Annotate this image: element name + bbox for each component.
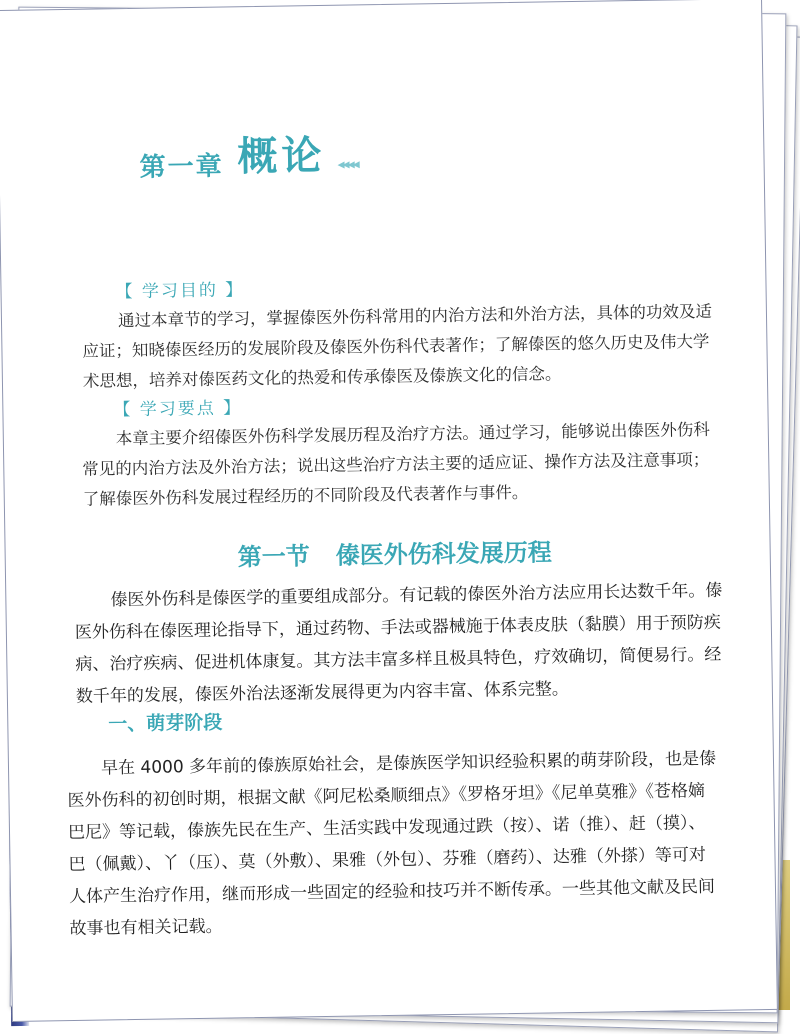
subsection-paragraph-line: 人体产生治疗作用，继而形成一些固定的经验和技巧并不断传承。一些其他文献及民间 <box>68 876 716 908</box>
subsection-paragraph-line: 巴尼》等记载，傣族先民在生产、生活实践中发现通过跌（按）、诺（推）、赶（摸）、 <box>67 813 706 844</box>
subsection-paragraph-line: 故事也有相关记载。 <box>69 916 223 940</box>
subsection-paragraph-line: 早在 4000 多年前的傣族原始社会，是傣族医学知识经验积累的萌芽阶段，也是傣 <box>100 748 717 779</box>
section-paragraph-line: 病、治疗疾病、促进机体康复。其方法丰富多样且极具特色，疗效确切，简便易行。经 <box>75 644 722 675</box>
keypoints-line: 了解傣医外伤科发展过程经历的不同阶段及代表著作与事件。 <box>82 482 529 509</box>
section-paragraph-line: 医外伤科在傣医理论指导下，通过药物、手法或器械施于体表皮肤（黏膜）用于预防疾 <box>74 612 721 643</box>
section-paragraph-line: 数千年的发展，傣医外治法逐渐发展得更为内容丰富、体系完整。 <box>75 679 569 707</box>
chapter-decoration: ◂◂◂◂ <box>337 156 358 173</box>
subsection-heading: 一、萌芽阶段 <box>108 711 223 736</box>
section-title: 傣医外伤科发展历程 <box>335 538 552 570</box>
section-paragraph-line: 傣医外伤科是傣医学的重要组成部分。有记载的傣医外治方法应用长达数千年。傣 <box>110 580 723 611</box>
subsection-paragraph-line: 巴（佩戴）、丫（压）、莫（外敷）、果雅（外包）、芬雅（磨药）、达雅（外搽）等可对 <box>68 845 707 876</box>
section-heading <box>237 532 552 572</box>
subsection-paragraph-line: 医外伤科的初创时期，根据文献《阿尼松桑顺细点》《罗格牙坦》《尼单莫雅》《苍格嫡 <box>67 781 706 812</box>
chapter-number: 第一章 <box>139 151 224 183</box>
objectives-heading: 【 学习目的 】 <box>115 280 245 303</box>
objectives-line: 术思想，培养对傣医药文化的热爱和传承傣医及傣族文化的信念。 <box>82 364 562 391</box>
keypoints-heading: 【 学习要点 】 <box>113 398 243 421</box>
objectives-line: 通过本章节的学习，掌握傣医外伤科常用的内治方法和外治方法，具体的功效及适 <box>117 301 713 331</box>
keypoints-line: 本章主要介绍傣医外伤科学发展历程及治疗方法。通过学习，能够说出傣医外伤科 <box>115 419 710 449</box>
objectives-line: 应证；知晓傣医经历的发展阶段及傣医外伤科代表著作；了解傣医的悠久历史及伟大学 <box>82 331 710 361</box>
keypoints-line: 常见的内治方法及外治方法；说出这些治疗方法主要的适应证、操作方法及注意事项； <box>82 449 710 479</box>
section-number: 第一节 <box>237 542 310 572</box>
chapter-title: 概论 <box>237 131 326 181</box>
chapter-heading <box>139 123 358 183</box>
